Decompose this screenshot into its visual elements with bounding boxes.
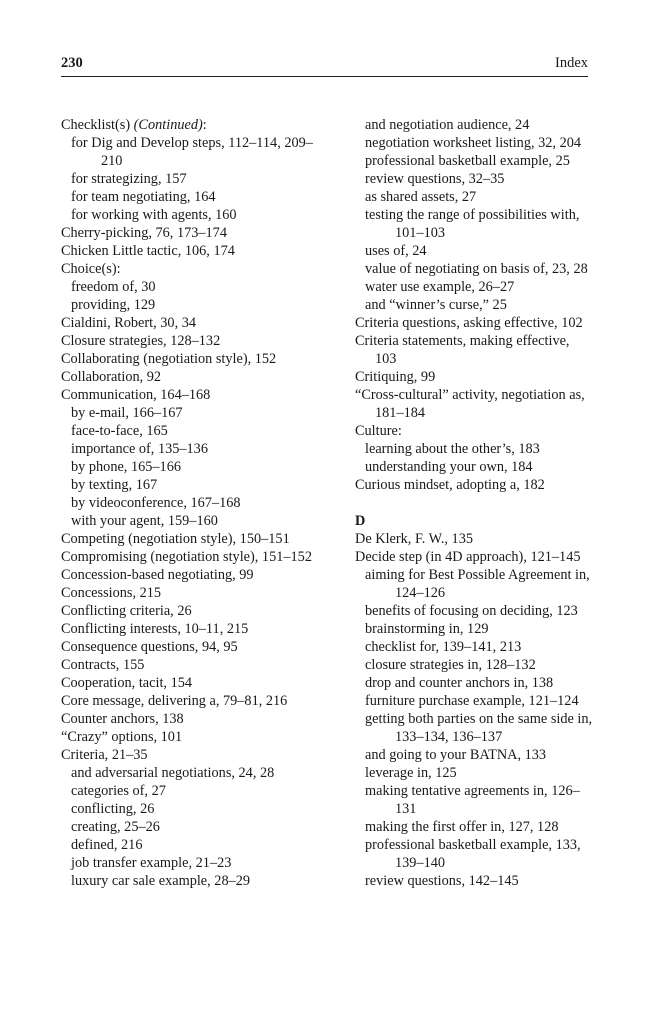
- index-entry-text: aiming for Best Possible Agreement in, 124–126: [365, 567, 590, 601]
- index-subentry: [61, 134, 323, 170]
- index-entry-text: categories of, 27: [71, 783, 166, 799]
- index-entry: [61, 728, 323, 746]
- index-entry-text: job transfer example, 21–23: [71, 855, 232, 871]
- index-entry-text: understanding your own, 184: [365, 459, 533, 475]
- index-entry: [61, 692, 323, 710]
- index-subentry: [61, 296, 323, 314]
- index-entry-text: Counter anchors, 138: [61, 711, 184, 727]
- index-subentry: [355, 188, 593, 206]
- index-entry: [61, 224, 323, 242]
- index-entry: [61, 566, 323, 584]
- index-entry-text: and “winner’s curse,” 25: [365, 297, 507, 313]
- index-entry: [355, 314, 593, 332]
- index-subentry: [61, 836, 323, 854]
- index-subentry: [355, 440, 593, 458]
- index-entry-text: Criteria questions, asking effective, 102: [355, 315, 583, 331]
- index-entry-text: Collaboration, 92: [61, 369, 162, 385]
- index-entry: [355, 332, 593, 368]
- index-entry-text: providing, 129: [71, 297, 156, 313]
- index-entry: [61, 602, 323, 620]
- index-column-right: [355, 116, 593, 890]
- index-entry-text: testing the range of possibilities with, 101–103: [365, 207, 580, 241]
- index-entry-text: Collaborating (negotiation style), 152: [61, 351, 277, 367]
- index-entry-text: Closure strategies, 128–132: [61, 333, 221, 349]
- index-subentry: [355, 566, 593, 602]
- index-entry-text: uses of, 24: [365, 243, 427, 259]
- index-subentry: [355, 206, 593, 242]
- index-subentry: [355, 746, 593, 764]
- index-subentry: [61, 278, 323, 296]
- index-entry-text: Compromising (negotiation style), 151–152: [61, 549, 312, 565]
- index-entry-text: making the first offer in, 127, 128: [365, 819, 559, 835]
- index-entry-text: for working with agents, 160: [71, 207, 237, 223]
- index-entry-text: luxury car sale example, 28–29: [71, 873, 251, 889]
- index-entry-text: value of negotiating on basis of, 23, 28: [365, 261, 588, 277]
- index-subentry: [355, 170, 593, 188]
- index-entry-text: Curious mindset, adopting a, 182: [355, 477, 545, 493]
- index-entry-text: leverage in, 125: [365, 765, 457, 781]
- index-column-left: [61, 116, 323, 890]
- index-subentry: [61, 476, 323, 494]
- index-entry-text: Concessions, 215: [61, 585, 162, 601]
- index-entry: [61, 548, 323, 566]
- index-entry-text: creating, 25–26: [71, 819, 160, 835]
- index-entry-text: review questions, 32–35: [365, 171, 505, 187]
- page-number: 230: [61, 55, 83, 71]
- index-subentry: [61, 854, 323, 872]
- index-entry-text: making tentative agreements in, 126–131: [365, 783, 580, 817]
- index-entry: [355, 476, 593, 494]
- index-subentry: [355, 836, 593, 872]
- section-spacer: [355, 494, 593, 512]
- index-subentry: [355, 278, 593, 296]
- index-entry-text: for Dig and Develop steps, 112–114, 209–210: [71, 135, 313, 169]
- entry-suffix: :: [202, 117, 207, 133]
- index-entry: [355, 386, 593, 422]
- index-entry-text: and adversarial negotiations, 24, 28: [71, 765, 275, 781]
- index-entry: [61, 350, 323, 368]
- index-entry-text: for team negotiating, 164: [71, 189, 216, 205]
- index-subentry: [355, 692, 593, 710]
- index-entry-text: by videoconference, 167–168: [71, 495, 241, 511]
- index-entry-text: Communication, 164–168: [61, 387, 211, 403]
- index-entry-text: furniture purchase example, 121–124: [365, 693, 579, 709]
- index-entry-text: benefits of focusing on deciding, 123: [365, 603, 578, 619]
- index-entry-text: and negotiation audience, 24: [365, 117, 530, 133]
- index-entry: [61, 674, 323, 692]
- index-entry-text: freedom of, 30: [71, 279, 156, 295]
- index-entry-text: Consequence questions, 94, 95: [61, 639, 238, 655]
- index-subentry: [61, 188, 323, 206]
- index-entry-text: face-to-face, 165: [71, 423, 168, 439]
- index-subentry: [355, 152, 593, 170]
- index-subentry: [61, 512, 323, 530]
- index-entry-text: drop and counter anchors in, 138: [365, 675, 554, 691]
- index-subentry: [355, 602, 593, 620]
- index-entry-text: Cherry-picking, 76, 173–174: [61, 225, 227, 241]
- index-subentry: [61, 440, 323, 458]
- running-head: Index: [554, 55, 588, 71]
- index-subentry: [355, 296, 593, 314]
- section-letter-heading: [355, 512, 593, 530]
- index-entry-text: checklist for, 139–141, 213: [365, 639, 522, 655]
- index-entry: [61, 710, 323, 728]
- index-subentry: [355, 260, 593, 278]
- index-entry-text: Core message, delivering a, 79–81, 216: [61, 693, 288, 709]
- index-entry: [61, 386, 323, 404]
- index-subentry: [61, 494, 323, 512]
- index-entry-text: by texting, 167: [71, 477, 158, 493]
- page-header: [61, 55, 588, 77]
- index-subentry: [61, 872, 323, 890]
- index-entry-text: Culture:: [355, 423, 402, 439]
- index-entry-text: brainstorming in, 129: [365, 621, 489, 637]
- index-entry-text: professional basketball example, 133, 139–140: [365, 837, 581, 871]
- index-entry-text: and going to your BATNA, 133: [365, 747, 547, 763]
- index-entry-text: water use example, 26–27: [365, 279, 515, 295]
- index-subentry: [61, 206, 323, 224]
- index-entry: [61, 638, 323, 656]
- index-entry: [355, 422, 593, 440]
- index-entry-text: Decide step (in 4D approach), 121–145: [355, 549, 581, 565]
- index-subentry: [355, 872, 593, 890]
- index-entry: [61, 746, 323, 764]
- index-entry-text: Choice(s):: [61, 261, 121, 277]
- index-entry-text: as shared assets, 27: [365, 189, 477, 205]
- index-entry-text: importance of, 135–136: [71, 441, 208, 457]
- index-entry-text: learning about the other’s, 183: [365, 441, 540, 457]
- index-entry-text: Conflicting interests, 10–11, 215: [61, 621, 249, 637]
- index-subentry: [355, 116, 593, 134]
- index-entry-text: defined, 216: [71, 837, 143, 853]
- index-entry: [61, 116, 323, 134]
- index-entry-text: Critiquing, 99: [355, 369, 436, 385]
- index-entry: [61, 332, 323, 350]
- index-subentry: [355, 638, 593, 656]
- index-subentry: [355, 674, 593, 692]
- index-subentry: [61, 764, 323, 782]
- index-entry-text: Cooperation, tacit, 154: [61, 675, 193, 691]
- index-entry: [61, 656, 323, 674]
- index-entry-text: conflicting, 26: [71, 801, 155, 817]
- index-subentry: [61, 404, 323, 422]
- index-entry-text: negotiation worksheet listing, 32, 204: [365, 135, 582, 151]
- index-entry: [61, 368, 323, 386]
- index-entry: [61, 530, 323, 548]
- index-subentry: [355, 620, 593, 638]
- index-entry: [355, 530, 593, 548]
- index-subentry: [61, 800, 323, 818]
- index-entry-text: Conflicting criteria, 26: [61, 603, 192, 619]
- index-subentry: [355, 134, 593, 152]
- index-subentry: [61, 422, 323, 440]
- index-entry-text: “Cross-cultural” activity, negotiation as, 181–184: [355, 387, 585, 421]
- index-entry: [61, 242, 323, 260]
- index-subentry: [355, 242, 593, 260]
- index-entry-text: D: [355, 513, 366, 529]
- index-entry-text: Competing (negotiation style), 150–151: [61, 531, 290, 547]
- continued-label: (Continued): [133, 117, 203, 133]
- index-subentry: [355, 656, 593, 674]
- index-entry: [61, 620, 323, 638]
- index-entry-text: De Klerk, F. W., 135: [355, 531, 473, 547]
- index-entry-text: “Crazy” options, 101: [61, 729, 183, 745]
- index-entry-text: Chicken Little tactic, 106, 174: [61, 243, 235, 259]
- index-entry-text: professional basketball example, 25: [365, 153, 570, 169]
- index-subentry: [355, 458, 593, 476]
- index-entry-text: by e-mail, 166–167: [71, 405, 183, 421]
- index-subentry: [61, 170, 323, 188]
- index-subentry: [61, 782, 323, 800]
- index-entry-text: getting both parties on the same side in, 133–134, 136–137: [365, 711, 593, 745]
- index-entry-text: with your agent, 159–160: [71, 513, 218, 529]
- index-entry-text: Concession-based negotiating, 99: [61, 567, 254, 583]
- index-entry: [61, 314, 323, 332]
- index-entry-text: Criteria, 21–35: [61, 747, 148, 763]
- index-entry-text: Checklist(s): [61, 117, 134, 133]
- index-subentry: [355, 710, 593, 746]
- index-entry-text: by phone, 165–166: [71, 459, 181, 475]
- index-subentry: [355, 818, 593, 836]
- index-entry: [355, 368, 593, 386]
- index-entry: [355, 548, 593, 566]
- index-subentry: [355, 782, 593, 818]
- index-subentry: [61, 458, 323, 476]
- index-entry: [61, 584, 323, 602]
- index-subentry: [61, 818, 323, 836]
- index-entry: [61, 260, 323, 278]
- index-entry-text: for strategizing, 157: [71, 171, 187, 187]
- index-entry-text: Contracts, 155: [61, 657, 145, 673]
- index-subentry: [355, 764, 593, 782]
- index-entry-text: Criteria statements, making effective, 103: [355, 333, 570, 367]
- index-entry-text: Cialdini, Robert, 30, 34: [61, 315, 197, 331]
- index-entry-text: review questions, 142–145: [365, 873, 519, 889]
- index-entry-text: closure strategies in, 128–132: [365, 657, 536, 673]
